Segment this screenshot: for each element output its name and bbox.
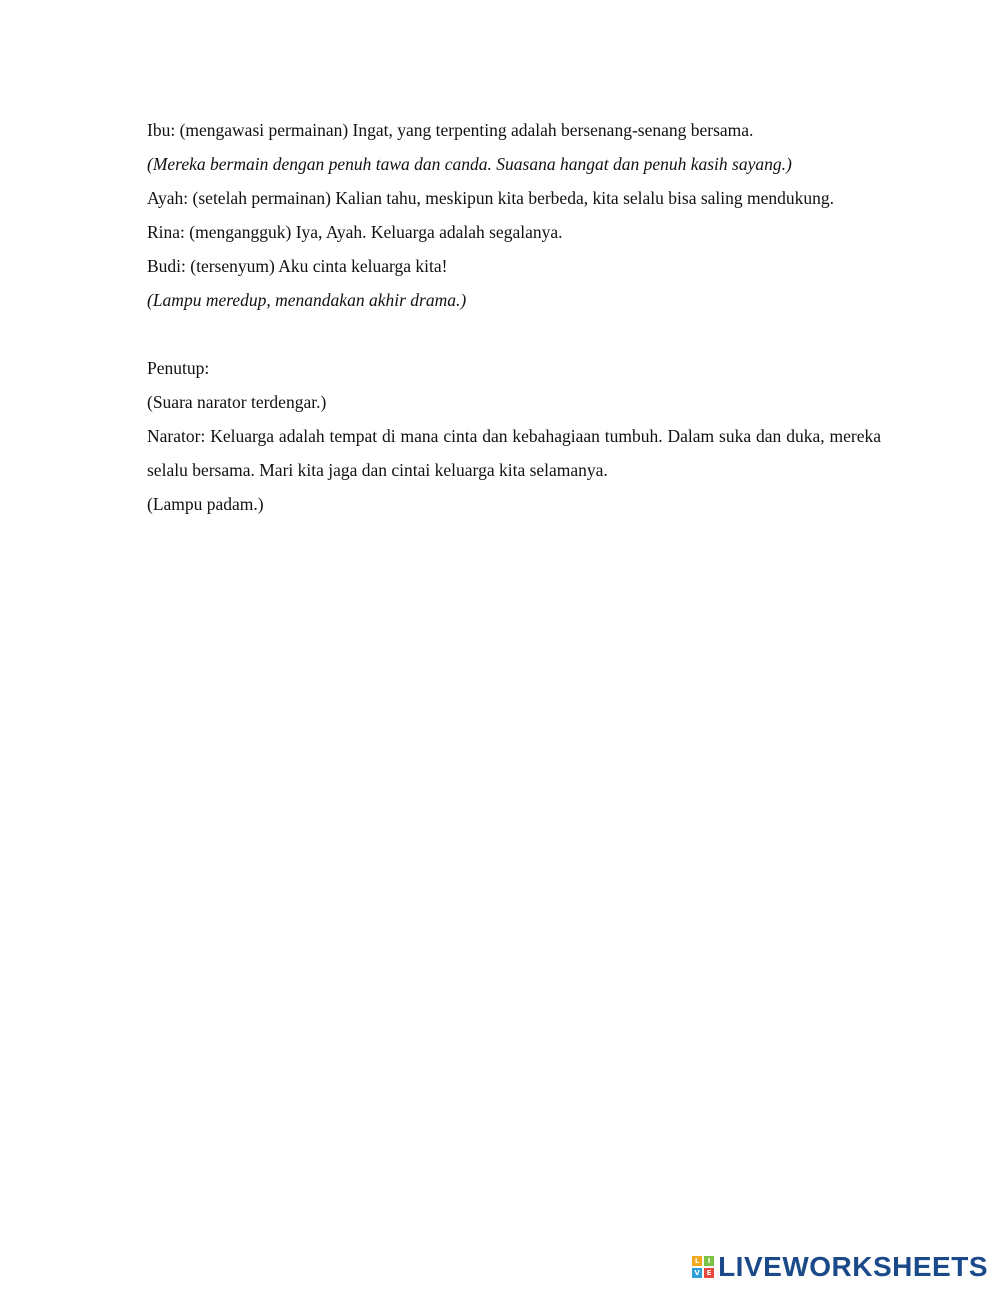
paragraph-spacer	[147, 317, 881, 351]
logo-mark-letter: V	[692, 1268, 702, 1278]
stage-direction-playing: (Mereka bermain dengan penuh tawa dan canda. Suasana hangat dan penuh kasih sayang.)	[147, 154, 792, 174]
stage-direction-narrator: (Suara narator terdengar.)	[147, 392, 327, 412]
dialogue-line-budi: Budi: (tersenyum) Aku cinta keluarga kita!	[147, 256, 448, 276]
logo-mark-letter: E	[704, 1268, 714, 1278]
dialogue-line-ayah: Ayah: (setelah permainan) Kalian tahu, meskipun kita berbeda, kita selalu bisa saling mendukung.	[147, 188, 835, 208]
liveworksheets-logo	[692, 1252, 988, 1282]
logo-mark-letter: I	[704, 1256, 714, 1266]
dialogue-line-rina: Rina: (mengangguk) Iya, Ayah. Keluarga adalah segalanya.	[147, 222, 563, 242]
stage-direction-lights-off: (Lampu padam.)	[147, 494, 264, 514]
logo-mark-letter: L	[692, 1256, 702, 1266]
dialogue-line-ibu: Ibu: (mengawasi permainan) Ingat, yang terpenting adalah bersenang-senang bersama.	[147, 120, 754, 140]
stage-direction-lights-dim: (Lampu meredup, menandakan akhir drama.)	[147, 290, 467, 310]
logo-text: LIVEWORKSHEETS	[718, 1251, 988, 1282]
dialogue-line-narator: Narator: Keluarga adalah tempat di mana cinta dan kebahagiaan tumbuh. Dalam suka dan duka, mereka selalu bersama. Mari kita jaga dan cintai keluarga kita selamanya.	[147, 426, 881, 480]
section-heading-penutup: Penutup:	[147, 358, 210, 378]
logo-mark-icon	[692, 1256, 714, 1278]
document-body	[147, 113, 881, 521]
